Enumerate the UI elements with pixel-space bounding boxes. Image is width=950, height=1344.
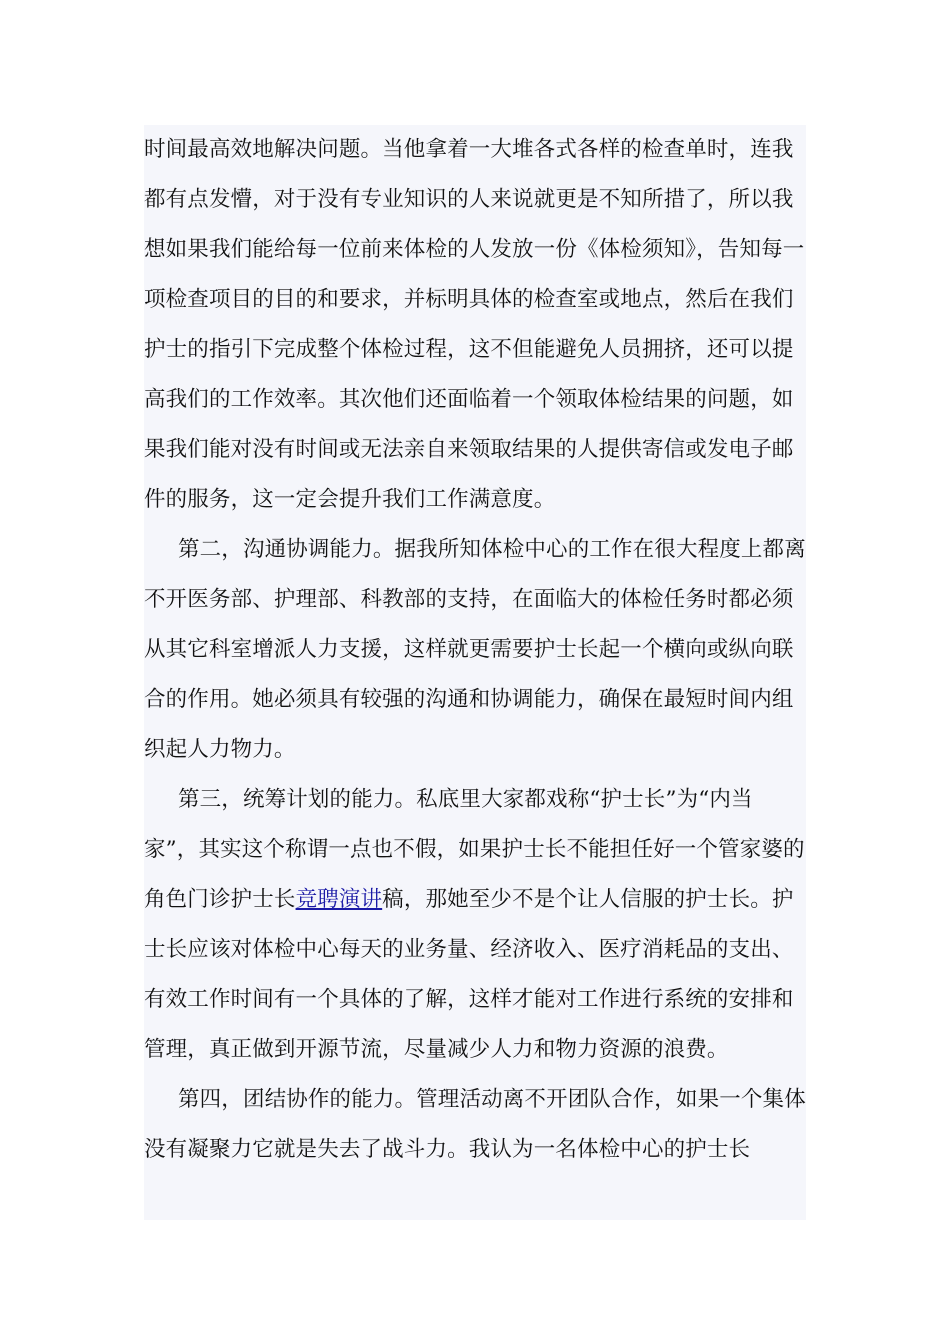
paragraph-2: 第二，沟通协调能力。据我所知体检中心的工作在很大程度上都离不开医务部、护理部、科教部的支持，在面临大的体检任务时都必须从其它科室增派人力支援，这样就更需要护士长起一个横向或纵向联合的作用。她必须具有较强的沟通和协调能力，确保在最短时间内组织起人力物力。	[144, 537, 806, 762]
paragraph-4: 第四，团结协作的能力。管理活动离不开团队合作，如果一个集体没有凝聚力它就是失去了战斗力。我认为一名体检中心的护士长	[144, 1087, 806, 1162]
paragraph-3-text-after-link: 稿，那她至少不是个让人信服的护士长。护士长应该对体检中心每天的业务量、经济收入、医疗消耗品的支出、有效工作时间有一个具体的了解，这样才能对工作进行系统的安排和管理，真正做到开源节流，尽量减少人力和物力资源的浪费。	[144, 887, 794, 1062]
paragraph-1: 时间最高效地解决问题。当他拿着一大堆各式各样的检查单时，连我都有点发懵，对于没有专业知识的人来说就更是不知所措了，所以我想如果我们能给每一位前来体检的人发放一份《体检须知》，告知每一项检查项目的目的和要求，并标明具体的检查室或地点，然后在我们护士的指引下完成整个体检过程，这不但能避免人员拥挤，还可以提高我们的工作效率。其次他们还面临着一个领取体检结果的问题，如果我们能对没有时间或无法亲自来领取结果的人提供寄信或发电子邮件的服务，这一定会提升我们工作满意度。	[144, 137, 805, 512]
paragraph-3	[144, 775, 806, 1075]
document-body	[144, 125, 806, 1220]
paragraph-3-text-before-link: 第三，统筹计划的能力。私底里大家都戏称“护士长”为“内当家”，其实这个称谓一点也不假，如果护士长不能担任好一个管家婆的角色门诊护士长	[144, 787, 805, 912]
speech-draft-link[interactable]: 竞聘演讲	[295, 887, 383, 912]
